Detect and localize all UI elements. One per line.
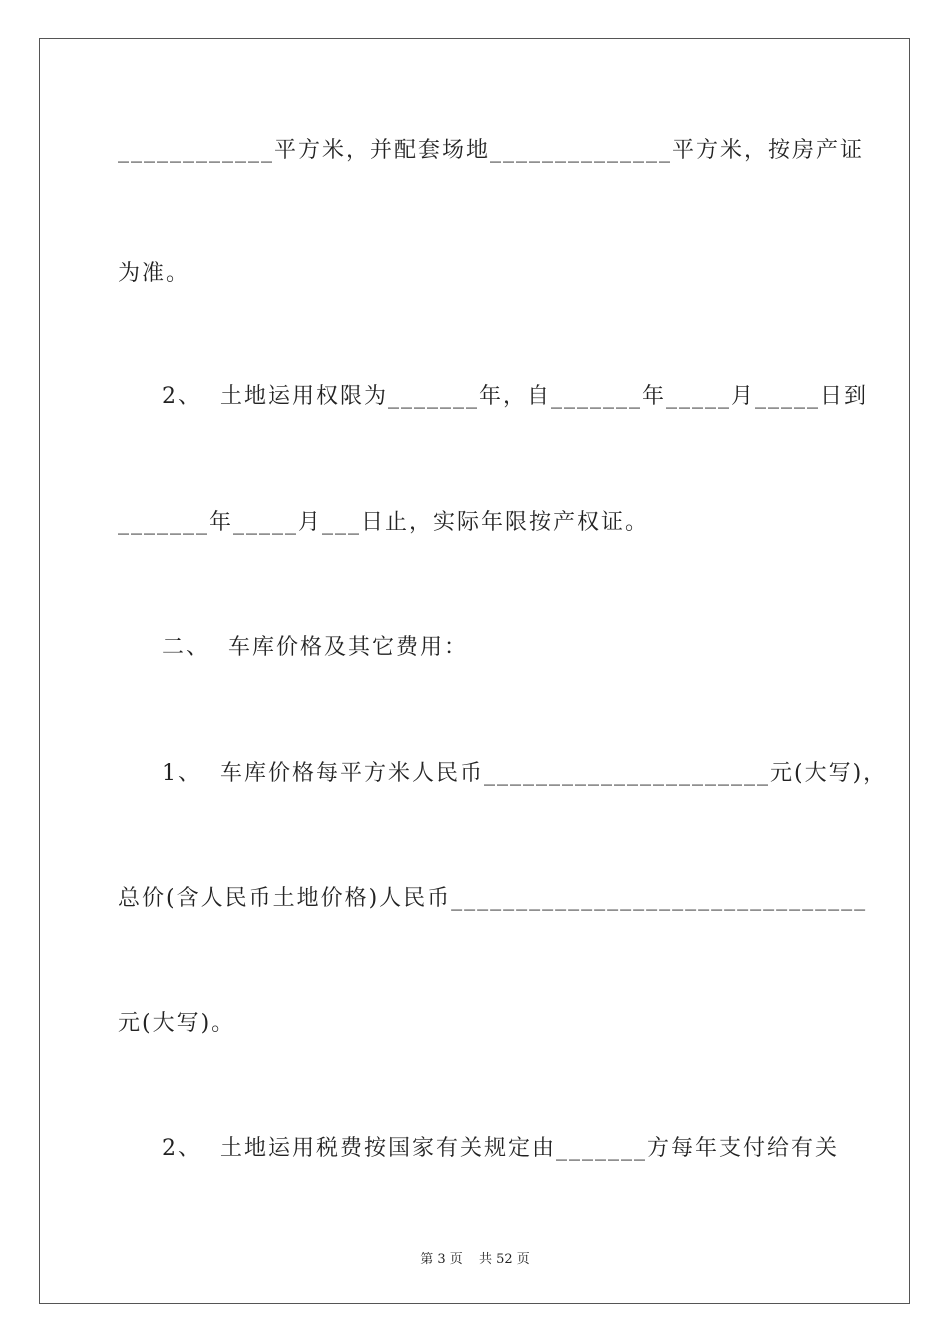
total-pages: 共 52 页 <box>478 1252 530 1267</box>
text-line-3: 2、 土地运用权限为_______年，自_______年_____月_____日到 <box>162 384 868 409</box>
page-number: 第 3 页 <box>420 1252 463 1267</box>
text-line-9: 2、 土地运用税费按国家有关规定由_______方每年支付给有关 <box>162 1136 839 1161</box>
text-line-7: 总价(含人民币土地价格)人民币________________________________ <box>118 886 868 911</box>
section-heading: 二、 车库价格及其它费用： <box>162 635 468 660</box>
page-frame <box>39 38 910 1304</box>
text-line-2: 为准。 <box>118 261 191 286</box>
text-line-6: 1、 车库价格每平方米人民币______________________元(大写)， <box>162 761 888 786</box>
page-footer <box>0 1248 950 1267</box>
text-line-1: ____________平方米，并配套场地______________平方米，按房产证 <box>118 138 865 163</box>
text-line-4: _______年_____月___日止，实际年限按产权证。 <box>118 510 650 535</box>
text-line-8: 元(大写)。 <box>118 1011 236 1036</box>
